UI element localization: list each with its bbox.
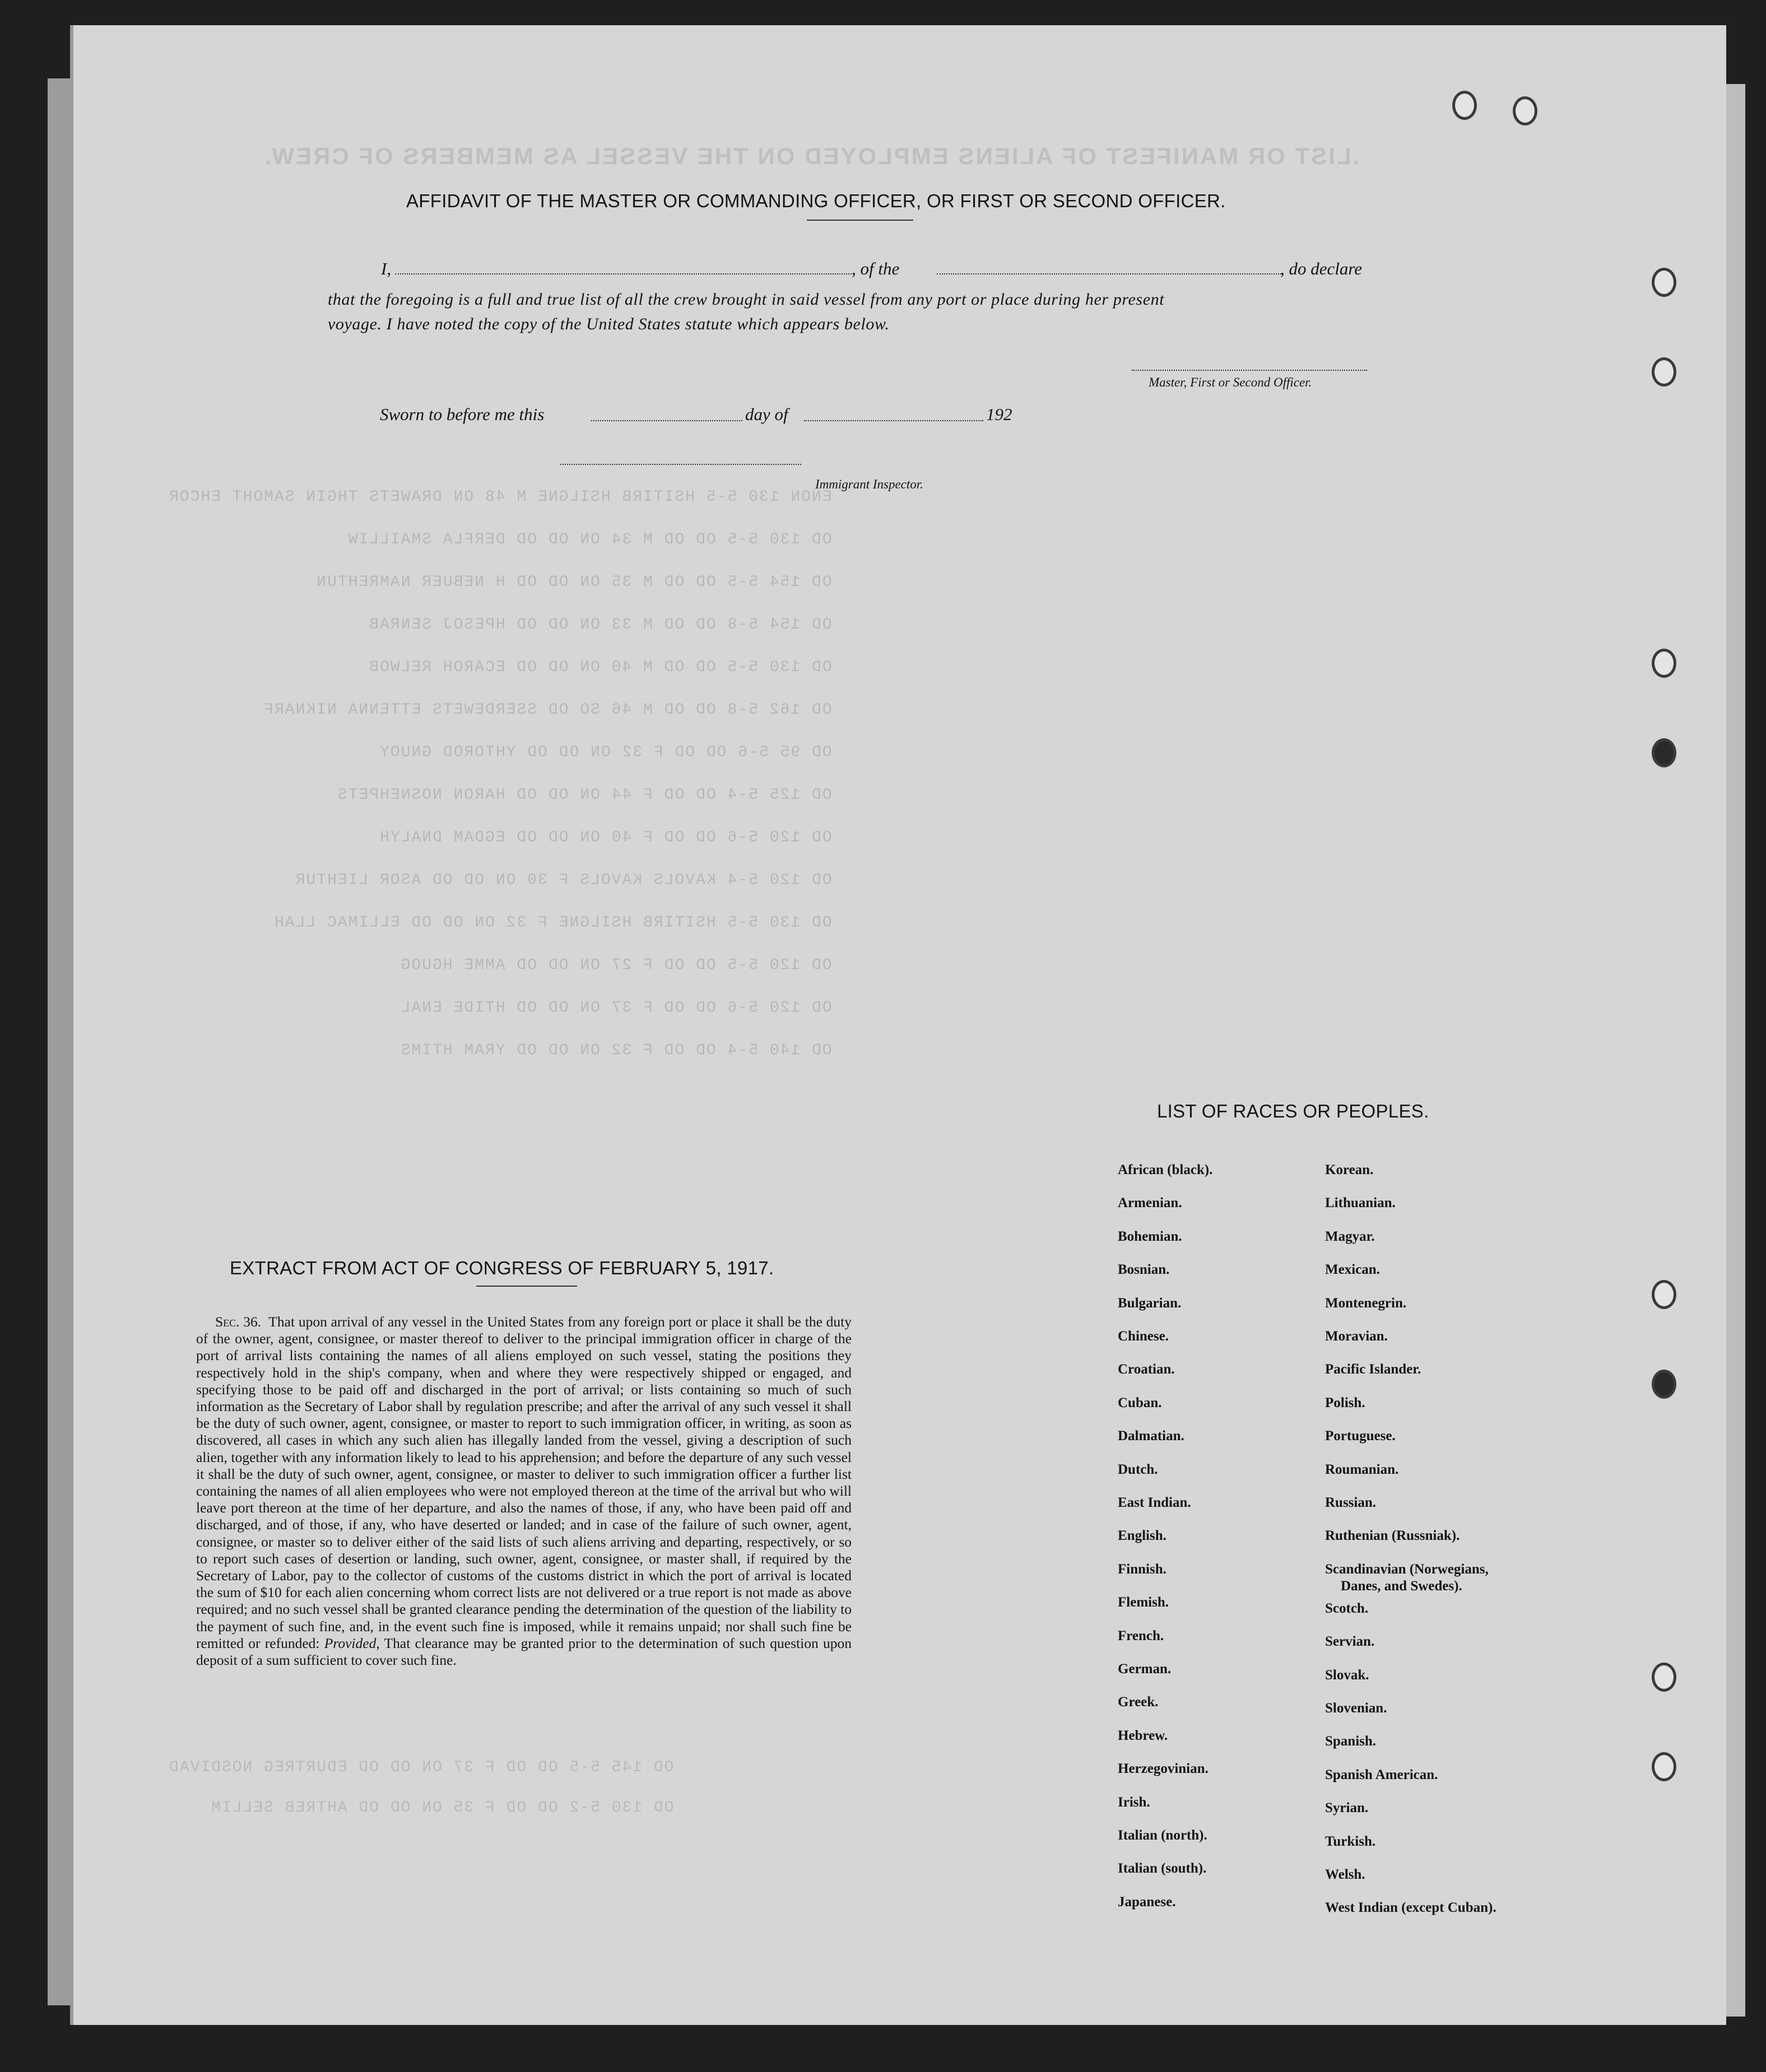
vessel-name-field[interactable] (937, 273, 1281, 274)
declarant-do-declare: , do declare (1280, 259, 1363, 278)
bleed-through-rows: ENON 130 5-5 HSITIRB HSILGNE M 48 ON DRAWETS THGIN SAMOHT EHCOR OD 130 5-5 OD OD M 34 ON OD OD DERFLA SMAILLIW OD 154 5-5 OD OD M 35 ON OD OD H NEBUER NAMREHTUN OD 154 5-8 OD OD M 33 ON OD OD HPESOJ SENRAB OD 130 5-5 OD OD M 40 ON OD OD ECAROH RELWOB OD 162 5-8 OD OD M 46 SO OD SSERDEWETS ETTENNA NIKNARF OD 95 5-6 OD OD F 32 ON OD OD YHTOROD GNUOY OD 125 5-4 OD OD F 44 ON OD OD HARON NOSNEHPETS OD 120 5-6 OD OD F 40 ON OD OD EGDAM DNALYH OD 120 5-4 KAVOLS KAVOLS F 30 ON OD OD ASOR LIEHTUR OD 130 5-5 HSITIRB HSILGNE F 32 ON OD OD ELLIMAC LLAH OD 120 5-5 OD OD F 27 ON OD OD AMME HGUOG OD 120 5-6 OD OD F 37 ON OD OD HTIDE ENAL OD 140 5-4 OD OD F 32 ON OD OD YRAM HTIMS (168, 488, 832, 1059)
race-item: Armenian. (1118, 1195, 1182, 1210)
binder-hole (1652, 268, 1676, 297)
affidavit-statement-line: voyage. I have noted the copy of the United States statute which appears below. (328, 315, 890, 333)
extract-heading: EXTRACT FROM ACT OF CONGRESS OF FEBRUARY 5, 1917. (230, 1258, 774, 1278)
race-item: Bosnian. (1118, 1262, 1170, 1277)
race-item: African (black). (1118, 1162, 1213, 1177)
races-heading: LIST OF RACES OR PEOPLES. (1157, 1101, 1429, 1121)
sworn-prefix: Sworn to before me this (380, 404, 545, 424)
underlying-page-edge-right (1723, 84, 1745, 2017)
race-item: Croatian. (1118, 1362, 1175, 1377)
race-item: Moravian. (1325, 1329, 1388, 1344)
proviso-text: That clearance may be granted prior to the determination of such question upon deposit of a sum sufficient to cover such fine. (196, 1635, 852, 1669)
affidavit-heading: AFFIDAVIT OF THE MASTER OR COMMANDING OFFICER, OR FIRST OR SECOND OFFICER. (406, 190, 1226, 211)
race-item: Scotch. (1325, 1601, 1369, 1616)
race-item: Italian (south). (1118, 1861, 1207, 1876)
master-signature-caption: Master, First or Second Officer. (1149, 375, 1312, 389)
race-item: English. (1118, 1528, 1167, 1543)
heading-underline (807, 220, 913, 221)
sworn-year: 192 (986, 404, 1012, 424)
sworn-date-field[interactable] (591, 420, 742, 421)
section-label: Sec. 36. (215, 1314, 262, 1330)
bleed-through-rows-lower: OD 145 5-5 OD OD F 37 ON OD OD EDURTREG NOSDIVAD OD 130 5-2 OD OD F 35 ON OD OD AHTREB SELLIM (168, 1759, 674, 1817)
race-item: Herzegovinian. (1118, 1761, 1209, 1776)
race-item: Japanese. (1118, 1894, 1176, 1910)
race-item: Servian. (1325, 1634, 1375, 1649)
race-item: Lithuanian. (1325, 1195, 1396, 1210)
binder-hole (1652, 1663, 1676, 1692)
race-item: Polish. (1325, 1395, 1365, 1410)
section-body: That upon arrival of any vessel in the United States from any foreign port or place it shall be the duty of the owner, agent, consignee, or master thereof to deliver to the principal immigration officer in charge of the port of arrival lists containing the names of all aliens employed on such vessel, stating the positions they respectively hold in the ship's company, when and where they were respectively shipped or engaged, and specifying those to be paid off and discharged in the port of arrival; or lists containing so much of such information as the Secretary of Labor shall by regulation prescribe; and after the arrival of any such vessel it shall be the duty of such owner, agent, consignee, or master to report to such immigration officer, in writing, as soon as discovered, all cases in which any such alien has illegally landed from the vessel, giving a description of such alien, together with any information likely to lead to his apprehension; and before the departure of any such vessel it shall be the duty of such owner, agent, consignee, or master to deliver to such immigration officer a further list containing the names of all alien employees who were not employed thereon at the time of the arrival but who will leave port thereon at the time of her departure, and also the names of those, if any, who have been paid off and discharged, and of those, if any, who have deserted or landed; and in case of the failure of such owner, agent, consignee, or master so to deliver either of the said lists of such aliens arriving and departing, respectively, or so to report such cases of desertion or landing, such owner, agent, consignee, or master shall, if required by the Secretary of Labor, pay to the collector of customs of the customs district in which the port of arrival is located the sum of $10 for each alien concerning whom correct lists are not delivered or a true report is not made as above required; and no such vessel shall be granted clearance pending the determination of the question of the liability to the payment of such fine, and, in the event such fine is imposed, while it remains unpaid; nor shall such fine be remitted or refunded: (196, 1314, 852, 1651)
binder-hole (1652, 1280, 1676, 1309)
race-item: Syrian. (1325, 1800, 1369, 1815)
race-item: German. (1118, 1661, 1172, 1677)
race-item: Finnish. (1118, 1562, 1167, 1577)
race-item: Irish. (1118, 1795, 1150, 1810)
race-item: Bohemian. (1118, 1229, 1182, 1244)
inspector-caption: Immigrant Inspector. (815, 477, 923, 491)
extract-section-36 (196, 1314, 852, 1669)
master-signature-field[interactable] (1132, 370, 1367, 371)
binder-hole (1652, 649, 1676, 678)
race-item: Chinese. (1118, 1329, 1169, 1344)
binder-hole (1652, 738, 1676, 767)
race-item: Flemish. (1118, 1595, 1169, 1610)
race-item: Magyar. (1325, 1229, 1375, 1244)
race-item: Dutch. (1118, 1462, 1158, 1477)
declarant-name-field[interactable] (395, 273, 852, 274)
race-item: Pacific Islander. (1325, 1362, 1421, 1377)
underlying-page-edge-left (48, 78, 70, 2005)
proviso-label: Provided, (324, 1635, 380, 1651)
races-right-column (1325, 1162, 1527, 1924)
inspector-signature-field[interactable] (560, 464, 801, 465)
sworn-day-of: day of (745, 404, 788, 424)
race-item: Hebrew. (1118, 1728, 1168, 1743)
race-item: Cuban. (1118, 1395, 1162, 1410)
binder-hole (1452, 91, 1477, 120)
race-item: Turkish. (1325, 1834, 1376, 1849)
affidavit-statement-line: that the foregoing is a full and true list of all the crew brought in said vessel from any port or place during her present (328, 290, 1165, 309)
race-item: Greek. (1118, 1694, 1159, 1710)
race-item: Russian. (1325, 1495, 1377, 1510)
race-item: Ruthenian (Russniak). (1325, 1528, 1460, 1543)
race-item: Montenegrin. (1325, 1296, 1407, 1311)
race-item: Portuguese. (1325, 1428, 1396, 1444)
race-item: Mexican. (1325, 1262, 1380, 1277)
races-left-column (1118, 1162, 1319, 1924)
race-item: Korean. (1325, 1162, 1374, 1177)
race-item: Slovak. (1325, 1668, 1369, 1683)
race-item: Dalmatian. (1118, 1428, 1184, 1444)
race-item: Scandinavian (Norwegians, (1325, 1562, 1489, 1577)
extract-heading-underline (476, 1286, 577, 1287)
race-item: Danes, and Swedes). (1341, 1578, 1462, 1594)
sworn-month-field[interactable] (804, 420, 983, 421)
declarant-of-the: , of the (852, 259, 900, 278)
binder-hole (1652, 1370, 1676, 1399)
race-item: Italian (north). (1118, 1828, 1207, 1843)
binder-hole (1652, 1752, 1676, 1781)
race-item: Bulgarian. (1118, 1296, 1182, 1311)
race-item: Roumanian. (1325, 1462, 1399, 1477)
binder-hole (1513, 96, 1537, 125)
race-item: Spanish American. (1325, 1767, 1438, 1782)
race-item: Welsh. (1325, 1867, 1365, 1882)
binder-hole (1652, 357, 1676, 387)
declarant-prefix: I, (381, 259, 392, 278)
race-item: West Indian (except Cuban). (1325, 1900, 1497, 1915)
race-item: French. (1118, 1628, 1164, 1643)
race-item: Slovenian. (1325, 1701, 1387, 1716)
race-item: Spanish. (1325, 1734, 1377, 1749)
race-item: East Indian. (1118, 1495, 1191, 1510)
bleed-through-header: .LIST OR MANIFEST OF ALIENS EMPLOYED ON THE VESSEL AS MEMBERS OF CREW. (263, 143, 1360, 169)
